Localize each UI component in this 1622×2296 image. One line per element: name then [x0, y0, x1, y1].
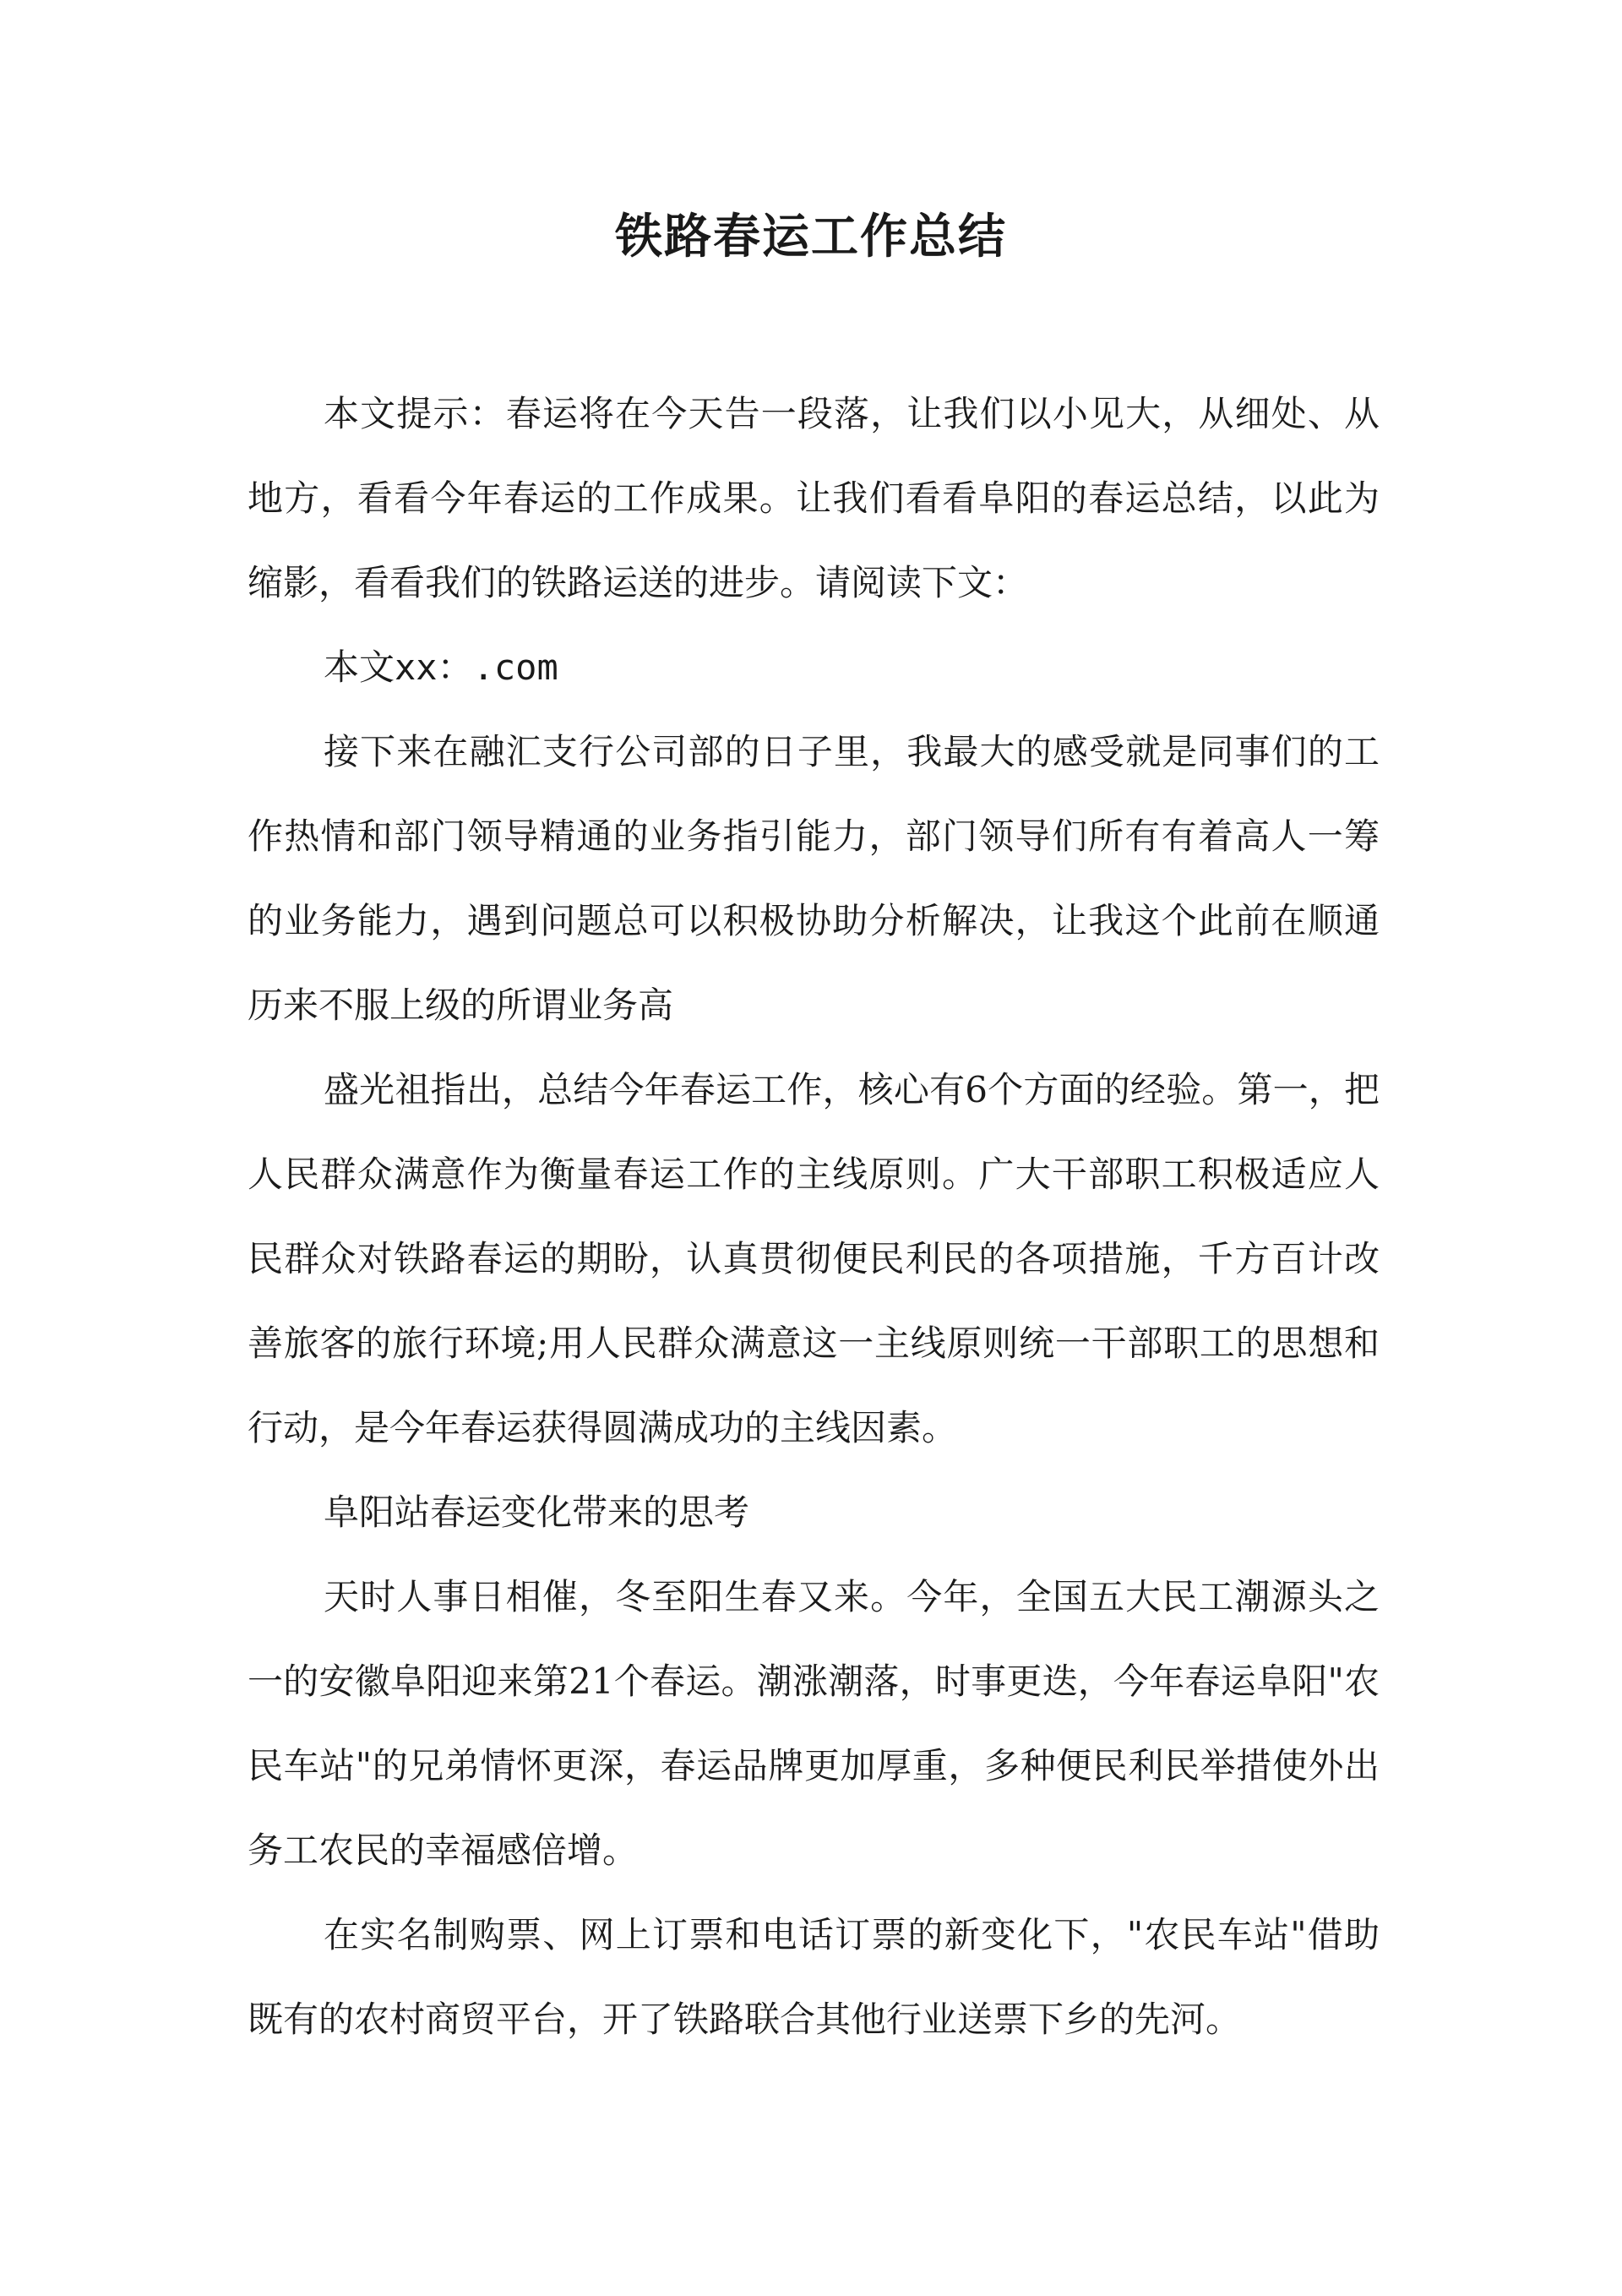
intro-text: 春运将在今天告一段落，让我们以小见大，从细处、从地方，看看今年春运的工作成果。让我们看看阜阳的春运总结，以此为缩影，看看我们的铁路运送的进步。请阅读下文：: [248, 393, 1380, 603]
source-text: xx：.com: [395, 646, 558, 688]
section-heading: 阜阳站春运变化带来的思考: [324, 1492, 750, 1533]
intro-paragraph: [248, 372, 1380, 625]
body-paragraph: 天时人事日相催，冬至阳生春又来。今年，全国五大民工潮源头之一的安徽阜阳迎来第21个春运。潮涨潮落，时事更迭，今年春运阜阳"农民车站"的兄弟情怀更深，春运品牌更加厚重，多种便民利民举措使外出务工农民的幸福感倍增。: [248, 1576, 1380, 1871]
document-title: 铁路春运工作总结: [615, 209, 1007, 265]
source-prefix: 本文: [324, 646, 395, 688]
intro-prefix: 本文提示：: [324, 393, 506, 434]
document-body: [248, 372, 1380, 2062]
body-paragraph: 盛光祖指出，总结今年春运工作，核心有6个方面的经验。第一，把人民群众满意作为衡量春运工作的主线原则。广大干部职工积极适应人民群众对铁路春运的期盼，认真贯彻便民利民的各项措施，千方百计改善旅客的旅行环境;用人民群众满意这一主线原则统一干部职工的思想和行动，是今年春运获得圆满成功的主线因素。: [248, 1069, 1380, 1448]
body-paragraph: 在实名制购票、网上订票和电话订票的新变化下，"农民车站"借助既有的农村商贸平台，开了铁路联合其他行业送票下乡的先河。: [248, 1914, 1380, 2040]
source-line: [248, 625, 1380, 710]
body-paragraph: 接下来在融汇支行公司部的日子里，我最大的感受就是同事们的工作热情和部门领导精通的业务指引能力，部门领导们所有有着高人一筹的业务能力，遇到问题总可以积极协助分析解决，让我这个此前在顺通历来不服上级的所谓业务高: [248, 731, 1380, 1026]
